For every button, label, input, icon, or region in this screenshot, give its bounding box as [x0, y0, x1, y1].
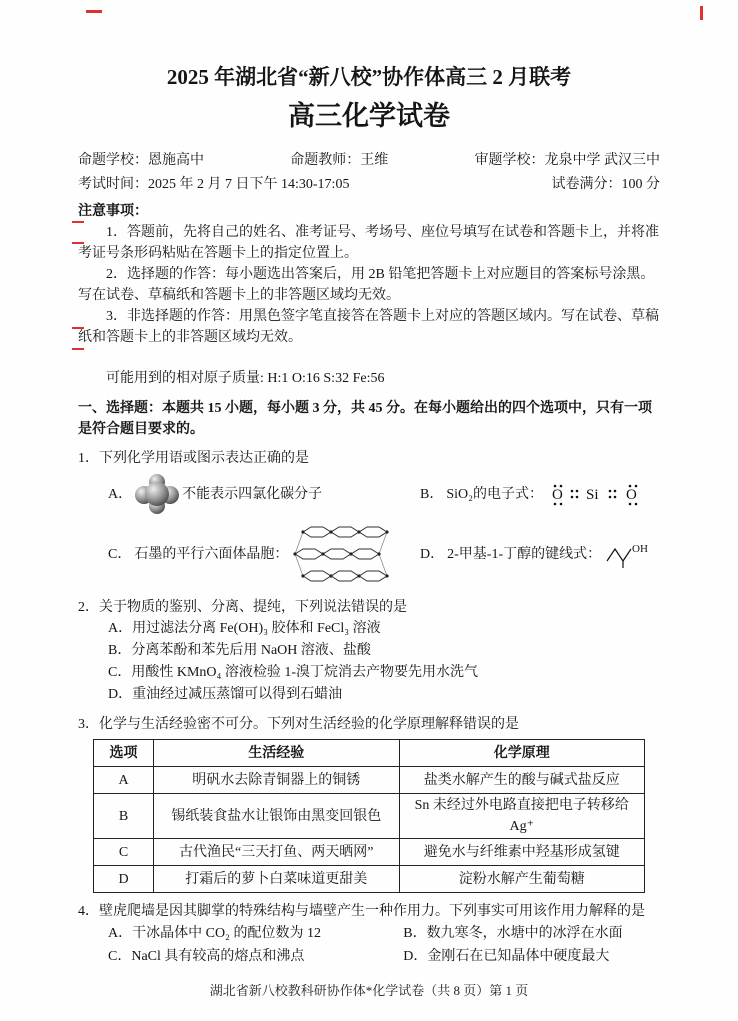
sio2-electron-formula-image — [546, 480, 644, 508]
question-4 — [78, 901, 660, 968]
meta-row-schools — [78, 150, 660, 171]
q3-row-a-experience: 明矾水去除青铜器上的铜锈 — [154, 767, 400, 794]
registration-mark — [700, 6, 703, 20]
notice-item-1: 1．答题前，先将自己的姓名、准考证号、考场号、座位号填写在试卷和答题卡上，并将准考证号条形码粘贴在答题卡上的指定位置上。 — [78, 225, 659, 261]
q4-option-c: C．NaCl 具有较高的熔点和沸点 — [108, 949, 305, 964]
q3-row-c-label: C — [94, 839, 154, 866]
notice-item-3: 3．非选择题的作答：用黑色签字笔直接答在答题卡上对应的答题区域内。写在试卷、草稿纸和答题卡上的非答题区域均无效。 — [78, 309, 659, 345]
butanol-skeletal-formula-image — [604, 538, 650, 570]
ccl4-space-filling-model-image — [135, 473, 179, 515]
page-content — [78, 62, 660, 968]
q3-row-d-label: D — [94, 866, 154, 893]
option-text: 不能表示四氯化碳分子 — [182, 486, 323, 502]
q3-row-c-experience: 古代渔民“三天打鱼、两天晒网” — [154, 839, 400, 866]
proposer-teacher: 命题教师：王维 — [290, 153, 389, 168]
q3-row-d-principle: 淀粉水解产生葡萄糖 — [399, 866, 645, 893]
q3-table — [93, 739, 645, 893]
q3-header-principle: 化学原理 — [399, 740, 645, 767]
reviewer-school: 审题学校：龙泉中学 武汉三中 — [474, 153, 660, 168]
option-label: C． — [108, 546, 132, 562]
question-1 — [78, 448, 660, 589]
notice-heading: 注意事项： — [78, 204, 148, 219]
q3-header-option: 选项 — [94, 740, 154, 767]
q3-row-b-label: B — [94, 794, 154, 839]
exam-title: 2025 年湖北省“新八校”协作体高三 2 月联考 — [166, 65, 572, 89]
q1-option-c — [108, 523, 420, 585]
paper-title: 高三化学试卷 — [288, 101, 450, 131]
table-row — [94, 794, 645, 839]
q3-row-d-experience: 打霜后的萝卜白菜味道更甜美 — [154, 866, 400, 893]
q2-options — [78, 618, 660, 706]
hydroxyl-label: OH — [632, 543, 649, 555]
table-row — [94, 866, 645, 893]
notice-item-2: 2．选择题的作答：每小题选出答案后，用 2B 铅笔把答题卡上对应题目的答案标号涂黑。写在试卷、草稿纸和答题卡上的非答题区域均无效。 — [78, 267, 655, 303]
question-3 — [78, 714, 660, 893]
question-number: 4． — [78, 904, 99, 919]
q3-header-experience: 生活经验 — [154, 740, 400, 767]
question-1-stem — [78, 448, 660, 469]
question-2-stem — [78, 597, 660, 618]
q4-option-a: A．干冰晶体中 CO₂ 的配位数为 12 — [108, 926, 321, 941]
q3-row-b-principle: Sn 未经过外电路直接把电子转移给 Ag⁺ — [399, 794, 645, 839]
question-stem-text: 化学与生活经验密不可分。下列对生活经验的化学原理解释错误的是 — [99, 717, 519, 732]
question-stem-text: 下列化学用语或图示表达正确的是 — [99, 451, 309, 466]
q2-option-c: C．用酸性 KMnO₄ 溶液检验 1-溴丁烷消去产物要先用水洗气 — [108, 665, 479, 680]
meta-row-time-score — [78, 174, 660, 195]
q3-row-b-experience: 锡纸装食盐水让银饰由黑变回银色 — [154, 794, 400, 839]
section-1-heading: 一、选择题：本题共 15 小题，每小题 3 分，共 45 分。在每小题给出的四个选项中，只有一项是符合题目要求的。 — [78, 401, 652, 437]
q1-option-a — [108, 473, 420, 515]
formula-atom-o-right: O — [626, 487, 637, 503]
q1-options-row-2 — [78, 519, 660, 589]
q2-option-d: D．重油经过减压蒸馏可以得到石蜡油 — [108, 687, 343, 702]
q3-table-header-row — [94, 740, 645, 767]
q4-options — [78, 922, 660, 968]
question-stem-text: 壁虎爬墙是因其脚掌的特殊结构与墙壁产生一种作用力。下列事实可用该作用力解释的是 — [99, 904, 645, 919]
question-3-stem — [78, 714, 660, 735]
option-text: 2-甲基-1-丁醇的键线式： — [447, 546, 602, 562]
q1-options-row-1 — [78, 469, 660, 519]
q2-option-b: B．分离苯酚和苯先后用 NaOH 溶液、盐酸 — [108, 643, 371, 658]
table-row — [94, 767, 645, 794]
formula-atom-o-left: O — [552, 487, 563, 503]
option-text: SiO₂的电子式： — [446, 486, 544, 502]
exam-time: 考试时间：2025 年 2 月 7 日下午 14:30-17:05 — [78, 177, 350, 192]
graphite-cell-image — [291, 523, 419, 585]
page-footer: 湖北省新八校教科研协作体*化学试卷（共 8 页）第 1 页 — [209, 983, 529, 998]
q4-option-b: B．数九寒冬，水塘中的冰浮在水面 — [403, 926, 623, 941]
q3-row-a-label: A — [94, 767, 154, 794]
q1-option-b — [420, 480, 660, 508]
q2-option-a: A．用过滤法分离 Fe(OH)₃ 胶体和 FeCl₃ 溶液 — [108, 621, 381, 636]
question-number: 3． — [78, 717, 99, 732]
formula-atom-si: Si — [586, 487, 599, 503]
full-score: 试卷满分：100 分 — [551, 177, 660, 192]
q1-option-d — [420, 538, 660, 570]
atomic-mass-line: 可能用到的相对原子质量: H:1 O:16 S:32 Fe:56 — [106, 371, 385, 386]
option-text: 石墨的平行六面体晶胞： — [134, 546, 289, 562]
question-2 — [78, 597, 660, 706]
option-label: A． — [108, 486, 133, 502]
q3-row-c-principle: 避免水与纤维素中羟基形成氢键 — [399, 839, 645, 866]
question-4-stem — [78, 901, 660, 922]
q4-option-d: D．金刚石在已知晶体中硬度最大 — [403, 949, 610, 964]
question-number: 2． — [78, 600, 99, 615]
table-row — [94, 839, 645, 866]
option-label: D． — [420, 546, 445, 562]
proposer-school: 命题学校：恩施高中 — [78, 153, 204, 168]
question-number: 1． — [78, 451, 99, 466]
question-stem-text: 关于物质的鉴别、分离、提纯，下列说法错误的是 — [99, 600, 407, 615]
registration-mark — [86, 10, 102, 13]
option-label: B． — [420, 486, 444, 502]
q3-row-a-principle: 盐类水解产生的酸与碱式盐反应 — [399, 767, 645, 794]
